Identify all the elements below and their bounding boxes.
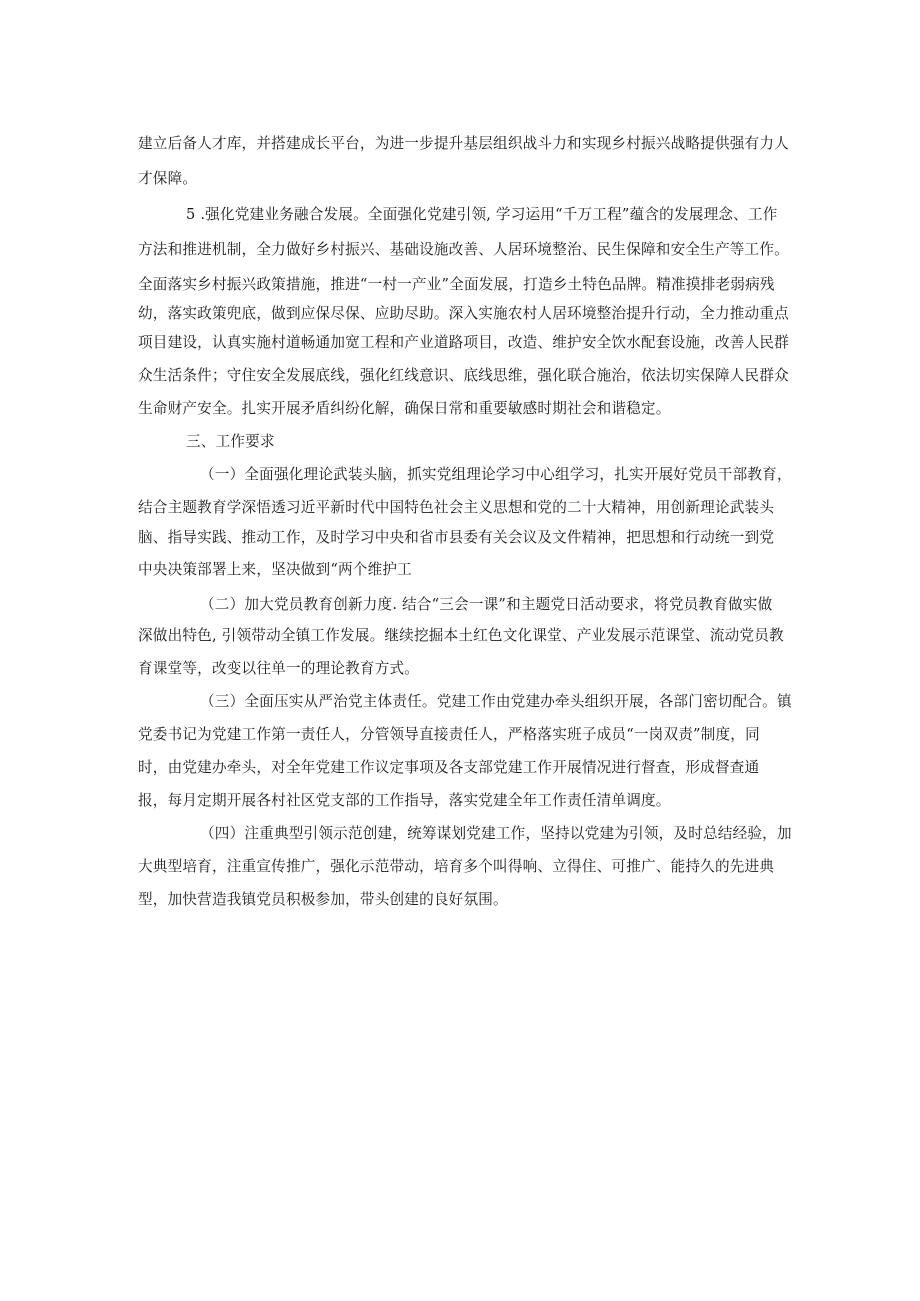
paragraph-2-start: （二）加大党员教育创新力度. 结合“三会一课”和主题党日活动要求，将党员教育做实做 <box>200 596 773 613</box>
paragraph-3-start: （三）全面压实从严治党主体责任。党建工作由党建办牵头组织开展，各部门密切配合。镇 <box>200 693 792 710</box>
text-line: 中央决策部署上来，坚决做到“两个维护工 <box>138 561 412 578</box>
text-line: 才保障。 <box>138 170 198 187</box>
text-line: 脑、指导实践、推动工作，及时学习中央和省市县委有关会议及文件精神，把思想和行动统一到党 <box>138 529 775 546</box>
text-line: 建立后备人才库，并搭建成长平台，为进一步提升基层组织战斗力和实现乡村振兴战略提供强有力人 <box>138 135 789 152</box>
text-line: 生命财产安全。扎实开展矛盾纠纷化解，确保日常和重要敏感时期社会和谐稳定。 <box>138 400 671 417</box>
text-line: 项目建设，认真实施村道畅通加宽工程和产业道路项目，改造、维护安全饮水配套设施，改善人民群 <box>138 334 789 351</box>
text-line: 党委书记为党建工作第一责任人，分管领导直接责任人，严格落实班子成员“一岗双责”制度，同 <box>138 726 760 743</box>
text-line: 深做出特色, 引领带动全镇工作发展。继续挖掘本土红色文化课堂、产业发展示范课堂、流动党员教 <box>138 627 784 644</box>
text-line: 全面落实乡村振兴政策措施，推进“一村一产业”全面发展，打造乡土特色品牌。精准摸排老弱病残 <box>138 276 775 293</box>
text-line: 结合主题教育学深悟透习近平新时代中国特色社会主义思想和党的二十大精神，用创新理论武装头 <box>138 499 775 516</box>
section-item-5-heading: 5 .强化党建业务融合发展。全面强化党建引领, 学习运用“千万工程”蕴含的发展理念、工作 <box>186 206 778 223</box>
paragraph-4-start: （四）注重典型引领示范创建，统筹谋划党建工作，坚持以党建为引领，及时总结经验，加 <box>200 825 792 842</box>
text-line: 报，每月定期开展各村社区党支部的工作指导，落实党建全年工作责任清单调度。 <box>138 792 671 809</box>
text-line: 大典型培育，注重宣传推广，强化示范带动，培育多个叫得响、立得住、可推广、能持久的先进典 <box>138 858 775 875</box>
text-line: 幼，落实政策兜底，做到应保尽保、应助尽助。深入实施农村人居环境整治提升行动，全力推动重点 <box>138 305 789 322</box>
text-line: 型，加快营造我镇党员积极参加，带头创建的良好氛围。 <box>138 891 508 908</box>
text-line: 时，由党建办牵头，对全年党建工作议定事项及各支部党建工作开展情况进行督查，形成督查通 <box>138 759 760 776</box>
paragraph-1-start: （一）全面强化理论武装头脑，抓实党组理论学习中心组学习，扎实开展好党员干部教育， <box>200 466 792 483</box>
text-line: 育课堂等，改变以往单一的理论教育方式。 <box>138 660 420 677</box>
section-heading-work-requirements: 三、工作要求 <box>186 433 275 450</box>
text-line: 方法和推进机制，全力做好乡村振兴、基础设施改善、人居环境整治、民生保障和安全生产等工作。 <box>138 241 789 258</box>
text-line: 众生活条件；守住安全发展底线，强化红线意识、底线思维，强化联合施治，依法切实保障人民群众 <box>138 367 789 384</box>
